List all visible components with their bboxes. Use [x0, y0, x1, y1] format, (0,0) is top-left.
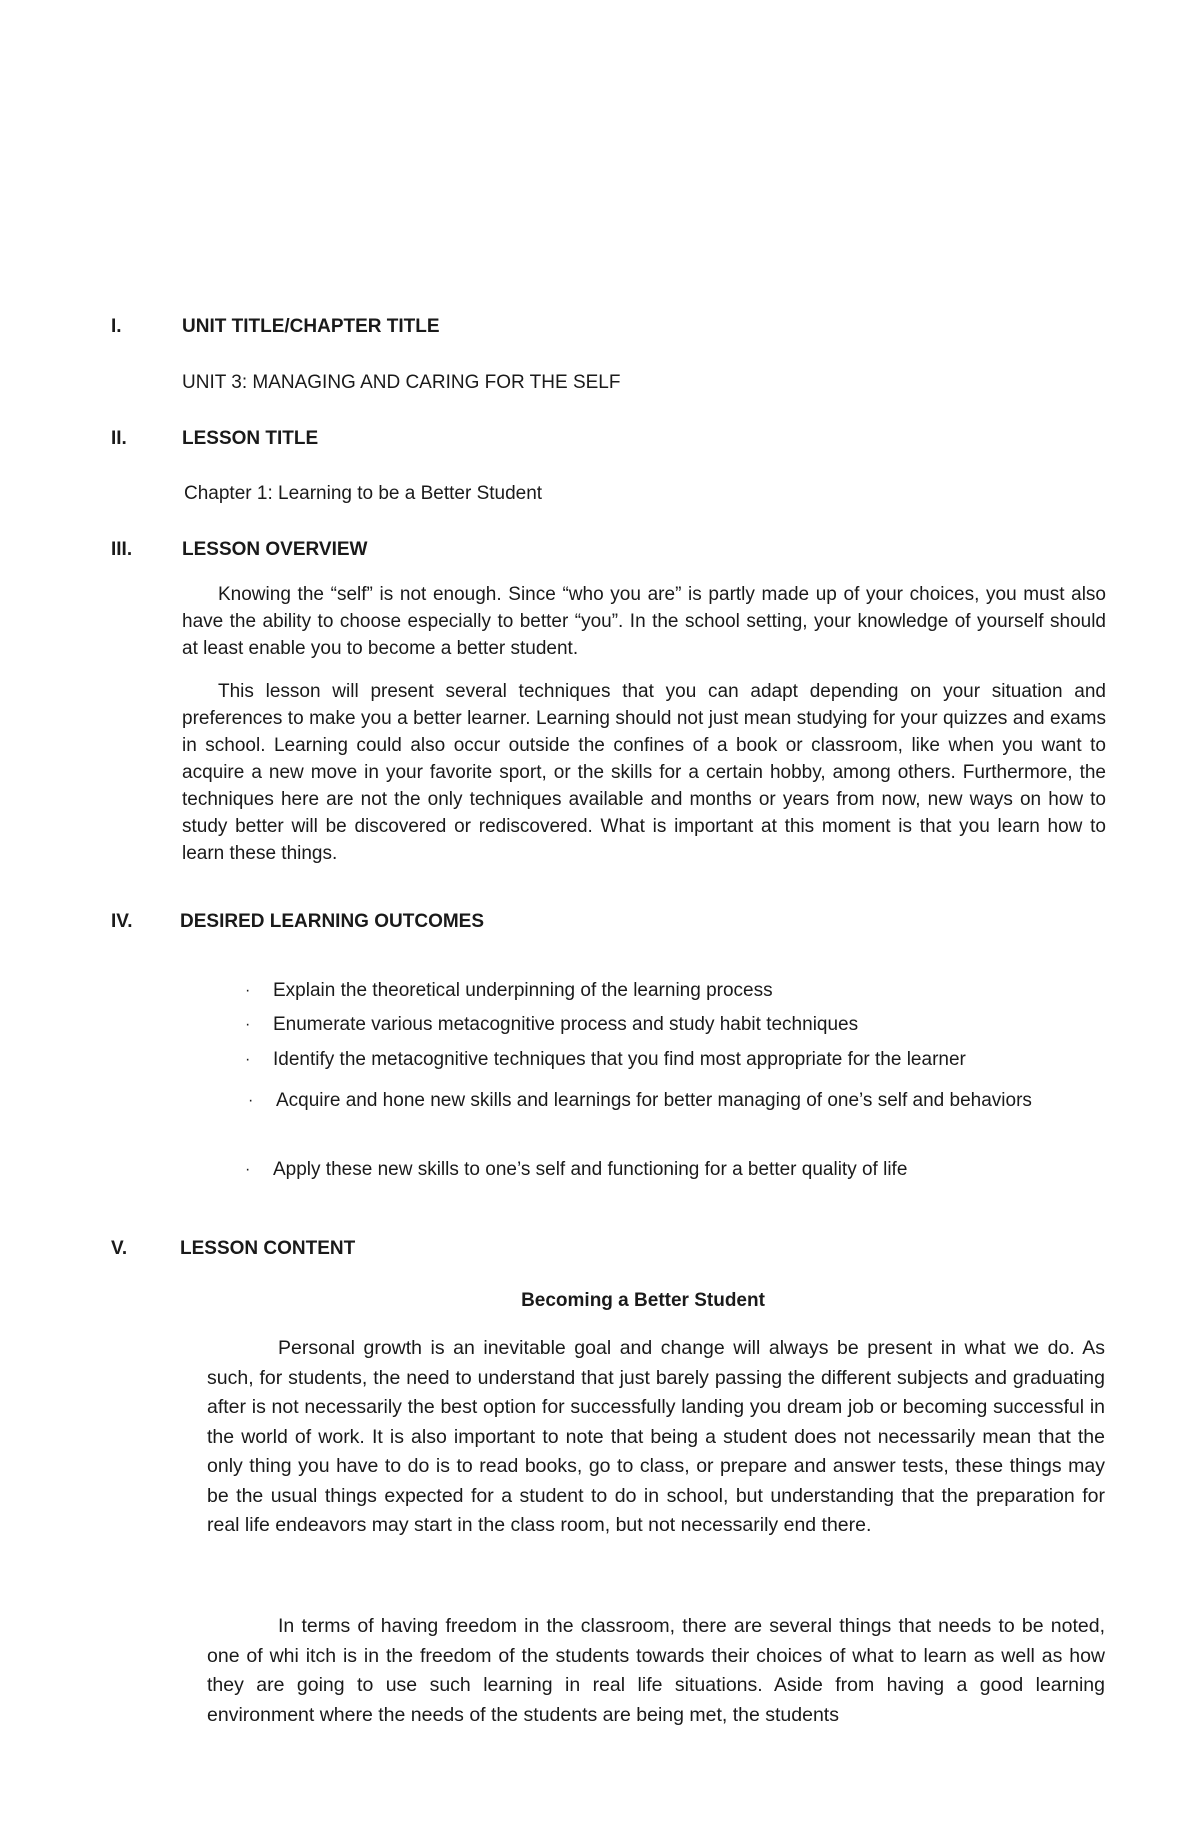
- section-3-number: III.: [111, 539, 133, 560]
- overview-paragraph-1: Knowing the “self” is not enough. Since “who you are” is partly made up of your choices, you must also have the ability to choose especially to better “you”. In the school setting, your knowledge of yourself should at least enable you to become a better student.: [182, 584, 1106, 659]
- section-1-number: I.: [111, 316, 122, 337]
- section-5-title: LESSON CONTENT: [180, 1238, 356, 1259]
- lesson-title: Chapter 1: Learning to be a Better Student: [184, 483, 543, 504]
- section-2-title: LESSON TITLE: [182, 428, 319, 449]
- outcome-text: Identify the metacognitive techniques that you find most appropriate for the learner: [273, 1049, 966, 1070]
- unit-title: UNIT 3: MANAGING AND CARING FOR THE SELF: [182, 372, 621, 393]
- bullet-icon: ·: [245, 982, 251, 999]
- content-paragraph-2: In terms of having freedom in the classroom, there are several things that needs to be noted, one of whi itch is in the freedom of the students towards their choices of what to learn as well as how they are going to use such learning in real life situations. Aside from having a good learning environment where the needs of the students are being met, the students: [207, 1615, 1105, 1726]
- section-4-number: IV.: [111, 911, 133, 932]
- outcome-item: [245, 977, 1105, 1007]
- bullet-icon: ·: [245, 1016, 251, 1033]
- outcome-text: Explain the theoretical underpinning of the learning process: [273, 980, 773, 1001]
- outcome-item: [245, 1046, 1105, 1076]
- content-paragraph-1: Personal growth is an inevitable goal and change will always be present in what we do. As such, for students, the need to understand that just barely passing the different subjects and graduating after is not necessarily the best option for successfully landing you dream job or becoming successful in the world of work. It is also important to note that being a student does not necessarily mean that the only thing you have to do is to read books, go to class, or prepare and answer tests, these things may be the usual things expected for a student to do in school, but understanding that the preparation for real life endeavors may start in the class room, but not necessarily end there.: [207, 1337, 1105, 1536]
- section-1-title: UNIT TITLE/CHAPTER TITLE: [182, 316, 440, 337]
- bullet-icon: ·: [245, 1161, 251, 1178]
- bullet-icon: ·: [245, 1051, 251, 1068]
- outcome-text: Apply these new skills to one’s self and functioning for a better quality of life: [273, 1159, 908, 1180]
- outcome-text: Enumerate various metacognitive process and study habit techniques: [273, 1014, 859, 1035]
- outcome-item: [245, 1011, 1105, 1041]
- outcome-text: Acquire and hone new skills and learnings for better managing of one’s self and behaviors: [276, 1090, 1032, 1111]
- overview-paragraph-2: This lesson will present several techniques that you can adapt depending on your situation and preferences to make you a better learner. Learning should not just mean studying for your quizzes and exams in school. Learning could also occur outside the confines of a book or classroom, like when you want to acquire a new move in your favorite sport, or the skills for a certain hobby, among others. Furthermore, the techniques here are not the only techniques available and months or years from now, new ways on how to study better will be discovered or rediscovered. What is important at this moment is that you learn how to learn these things.: [182, 681, 1106, 864]
- outcome-item: [248, 1087, 1106, 1145]
- section-2-number: II.: [111, 428, 127, 449]
- content-subtitle: Becoming a Better Student: [521, 1290, 765, 1311]
- bullet-icon: ·: [248, 1092, 254, 1109]
- section-3-title: LESSON OVERVIEW: [182, 539, 368, 560]
- section-5-number: V.: [111, 1238, 128, 1259]
- section-4-title: DESIRED LEARNING OUTCOMES: [180, 911, 485, 932]
- outcome-item: [245, 1156, 1105, 1186]
